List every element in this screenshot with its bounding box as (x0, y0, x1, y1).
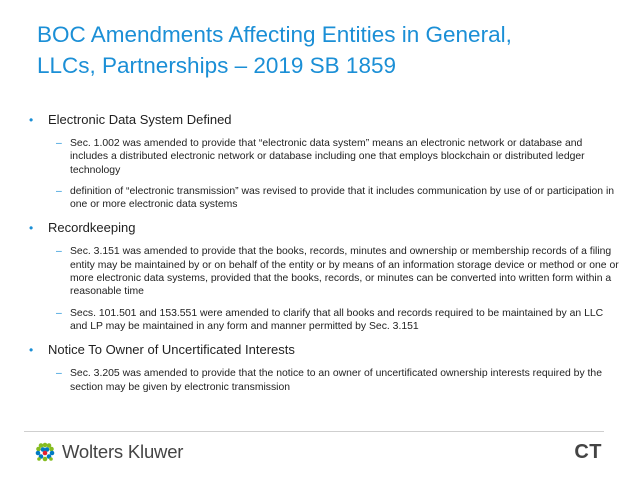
dash-icon: – (56, 138, 62, 149)
bullet-icon: • (29, 113, 34, 127)
section-heading-notice-to-owner: • Notice To Owner of Uncertificated Interests (29, 342, 295, 358)
section-heading-recordkeeping: • Recordkeeping (29, 220, 136, 236)
slide-title (37, 19, 617, 81)
title-line-2: LLCs, Partnerships – 2019 SB 1859 (37, 53, 396, 78)
section-heading-electronic-data-system: • Electronic Data System Defined (29, 112, 232, 127)
list-item: – Sec. 1.002 was amended to provide that “electronic data system” means an electronic network or database and includes a distributed electronic network or database including one that employs blockchain or distributed ledger technology (56, 138, 585, 176)
list-item: – Secs. 101.501 and 153.551 were amended to clarify that all books and records required to be maintained by an LLC and LP may be maintained in any form and manner permitted by Sec. 3.151 (56, 307, 604, 332)
slide-body (26, 112, 626, 394)
wolters-kluwer-logo (34, 440, 183, 464)
dash-icon: – (56, 246, 62, 258)
footer-divider (24, 431, 604, 432)
dash-icon: – (56, 307, 62, 319)
bullet-icon: • (29, 221, 34, 236)
wolters-kluwer-dots-icon (34, 441, 56, 463)
logo-text: Wolters Kluwer (62, 441, 184, 462)
list-item: – Sec. 3.205 was amended to provide that the notice to an owner of uncertificated ownership interests required by the section may be given by electronic transmission (56, 368, 602, 393)
dash-icon: – (56, 368, 62, 380)
bullet-icon: • (29, 343, 34, 358)
title-line-1: BOC Amendments Affecting Entities in General, (37, 22, 512, 47)
list-item: – definition of “electronic transmission” was revised to provide that it includes communication by use of or participation in one or more electronic data systems (56, 185, 615, 211)
ct-brand-mark: CT (574, 441, 602, 463)
dash-icon: – (56, 185, 62, 197)
list-item: – Sec. 3.151 was amended to provide that the books, records, minutes and ownership or membership records of a filing entity may be maintained by or on behalf of the entity or by means of an information storage device or method or one or more electronic data systems, provided that the books, records, or minutes can be converted into written form within a reasonable time (56, 246, 619, 298)
